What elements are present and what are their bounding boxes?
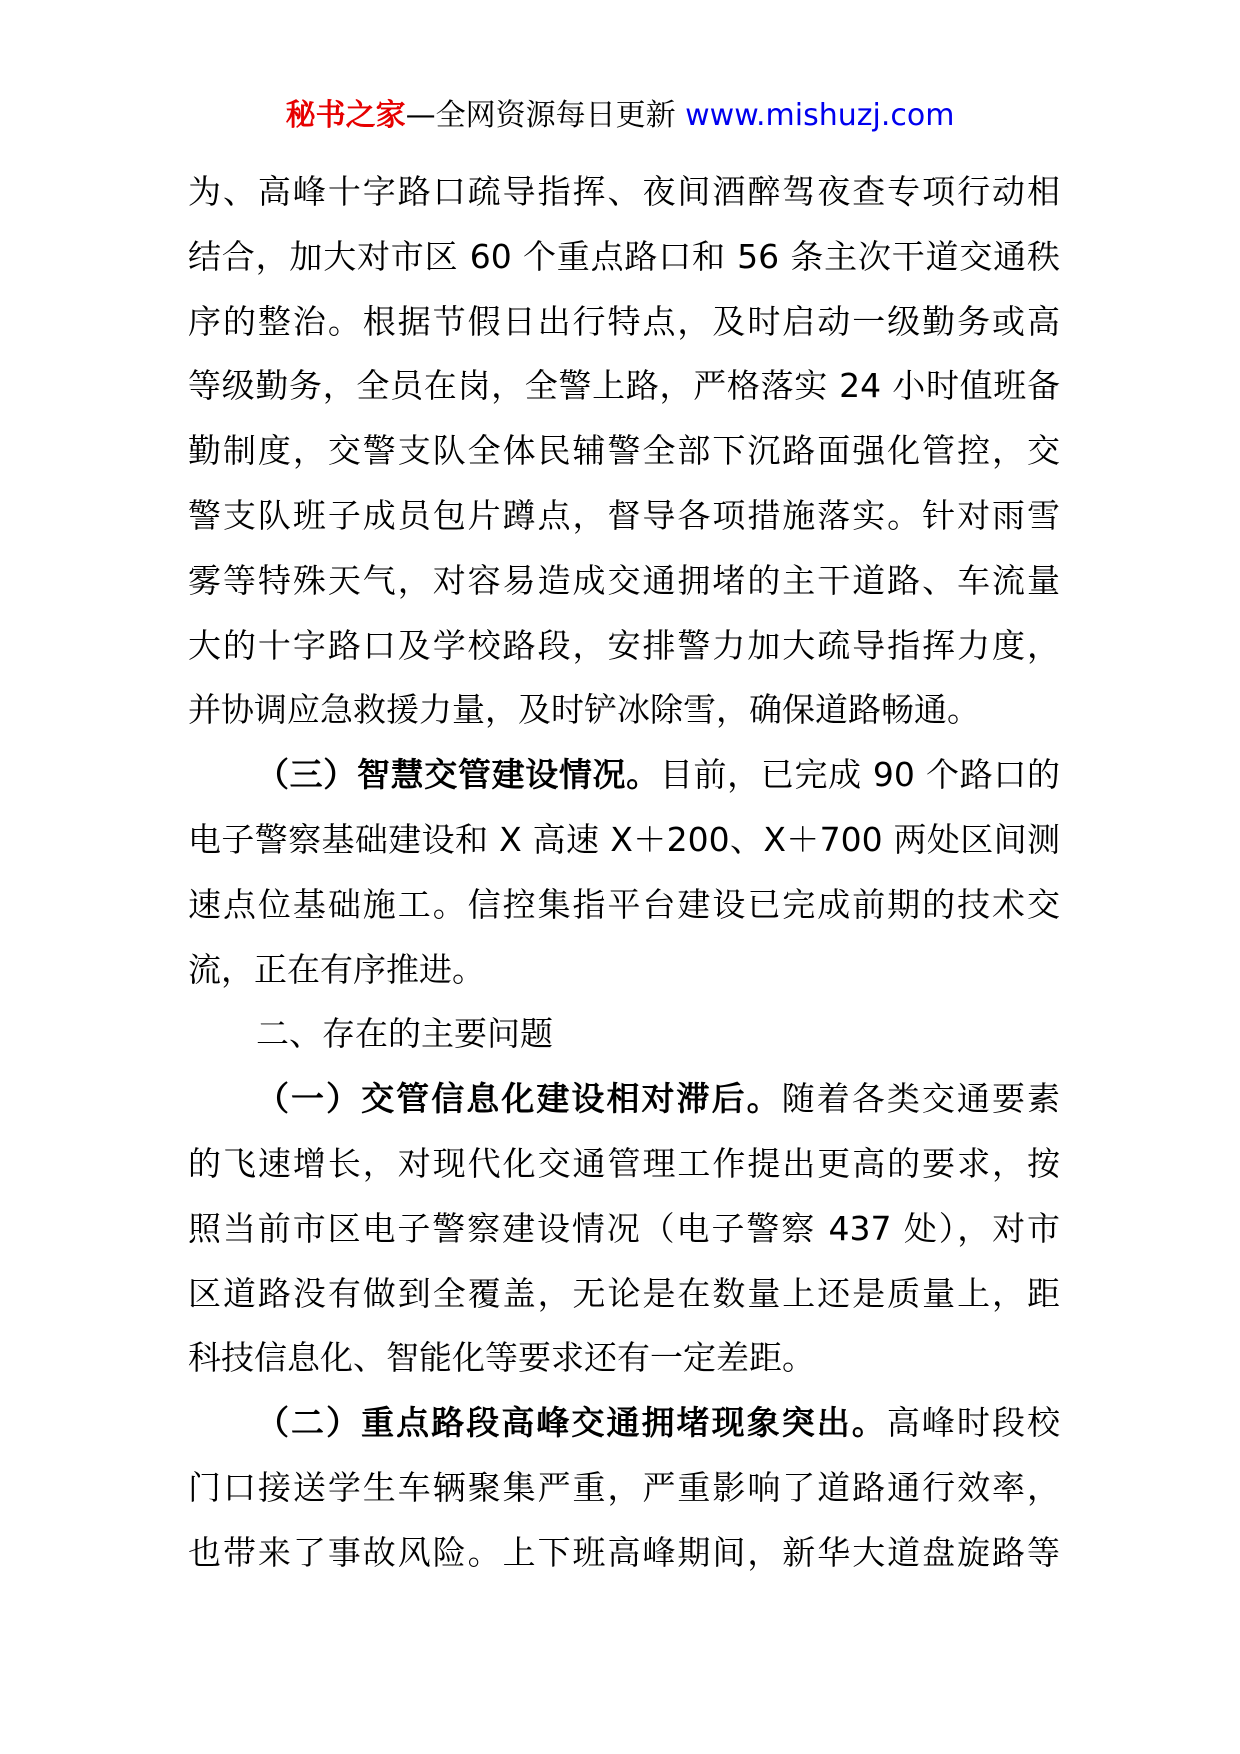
paragraph-3 <box>188 1067 1060 1391</box>
paragraph-heading: （一）交管信息化建设相对滞后。 <box>256 1079 782 1119</box>
text-line: 速点位基础施工。信控集指平台建设已完成前期的技术交 <box>188 884 1060 924</box>
text-line: 勤制度，交警支队全体民辅警全部下沉路面强化管控，交 <box>188 431 1060 471</box>
site-header <box>0 96 1240 136</box>
text-run: 目前，已完成 90 个路口的 <box>659 755 1060 795</box>
text-line: 照当前市区电子警察建设情况（电子警察 437 处），对市 <box>188 1208 1060 1248</box>
section-title: 二、存在的主要问题 <box>256 1014 553 1054</box>
text-line: 序的整治。根据节假日出行特点，及时启动一级勤务或高 <box>188 301 1060 341</box>
text-line: 科技信息化、智能化等要求还有一定差距。 <box>188 1338 815 1378</box>
paragraph-heading: （三）智慧交管建设情况。 <box>256 755 660 795</box>
text-line: 大的十字路口及学校路段，安排警力加大疏导指挥力度， <box>188 625 1060 665</box>
text-line: 雾等特殊天气，对容易造成交通拥堵的主干道路、车流量 <box>188 560 1060 600</box>
text-line: 结合，加大对市区 60 个重点路口和 56 条主次干道交通秩 <box>188 236 1060 276</box>
text-line: 电子警察基础建设和 X 高速 X＋200、X＋700 两处区间测 <box>188 819 1060 859</box>
document-body <box>188 160 1060 1586</box>
paragraph-4 <box>188 1391 1060 1585</box>
text-line: 警支队班子成员包片蹲点，督导各项措施落实。针对雨雪 <box>188 495 1060 535</box>
paragraph-heading: （二）重点路段高峰交通拥堵现象突出。 <box>256 1403 887 1443</box>
text-line: 为、高峰十字路口疏导指挥、夜间酒醉驾夜查专项行动相 <box>188 172 1060 211</box>
text-line: 也带来了事故风险。上下班高峰期间，新华大道盘旋路等 <box>188 1532 1060 1572</box>
text-line: 区道路没有做到全覆盖，无论是在数量上还是质量上，距 <box>188 1273 1060 1313</box>
text-line: 门口接送学生车辆聚集严重，严重影响了道路通行效率， <box>188 1467 1060 1507</box>
text-line: 的飞速增长，对现代化交通管理工作提出更高的要求，按 <box>188 1143 1060 1183</box>
text-line: 等级勤务，全员在岗，全警上路，严格落实 24 小时值班备 <box>188 366 1060 406</box>
paragraph-2 <box>188 743 1060 1002</box>
header-tagline: —全网资源每日更新 <box>405 98 686 133</box>
brand-name: 秘书之家 <box>285 98 406 133</box>
text-line <box>188 743 1060 808</box>
text-line: 并协调应急救援力量，及时铲冰除雪，确保道路畅通。 <box>188 690 980 730</box>
paragraph-1 <box>188 160 1060 743</box>
site-url-link[interactable]: www.mishuzj.com <box>685 98 955 133</box>
text-line <box>188 1067 1060 1132</box>
text-run: 高峰时段校 <box>886 1403 1060 1443</box>
text-run: 随着各类交通要素 <box>781 1079 1060 1119</box>
text-line: 流，正在有序推进。 <box>188 949 485 989</box>
text-line <box>188 1391 1060 1456</box>
